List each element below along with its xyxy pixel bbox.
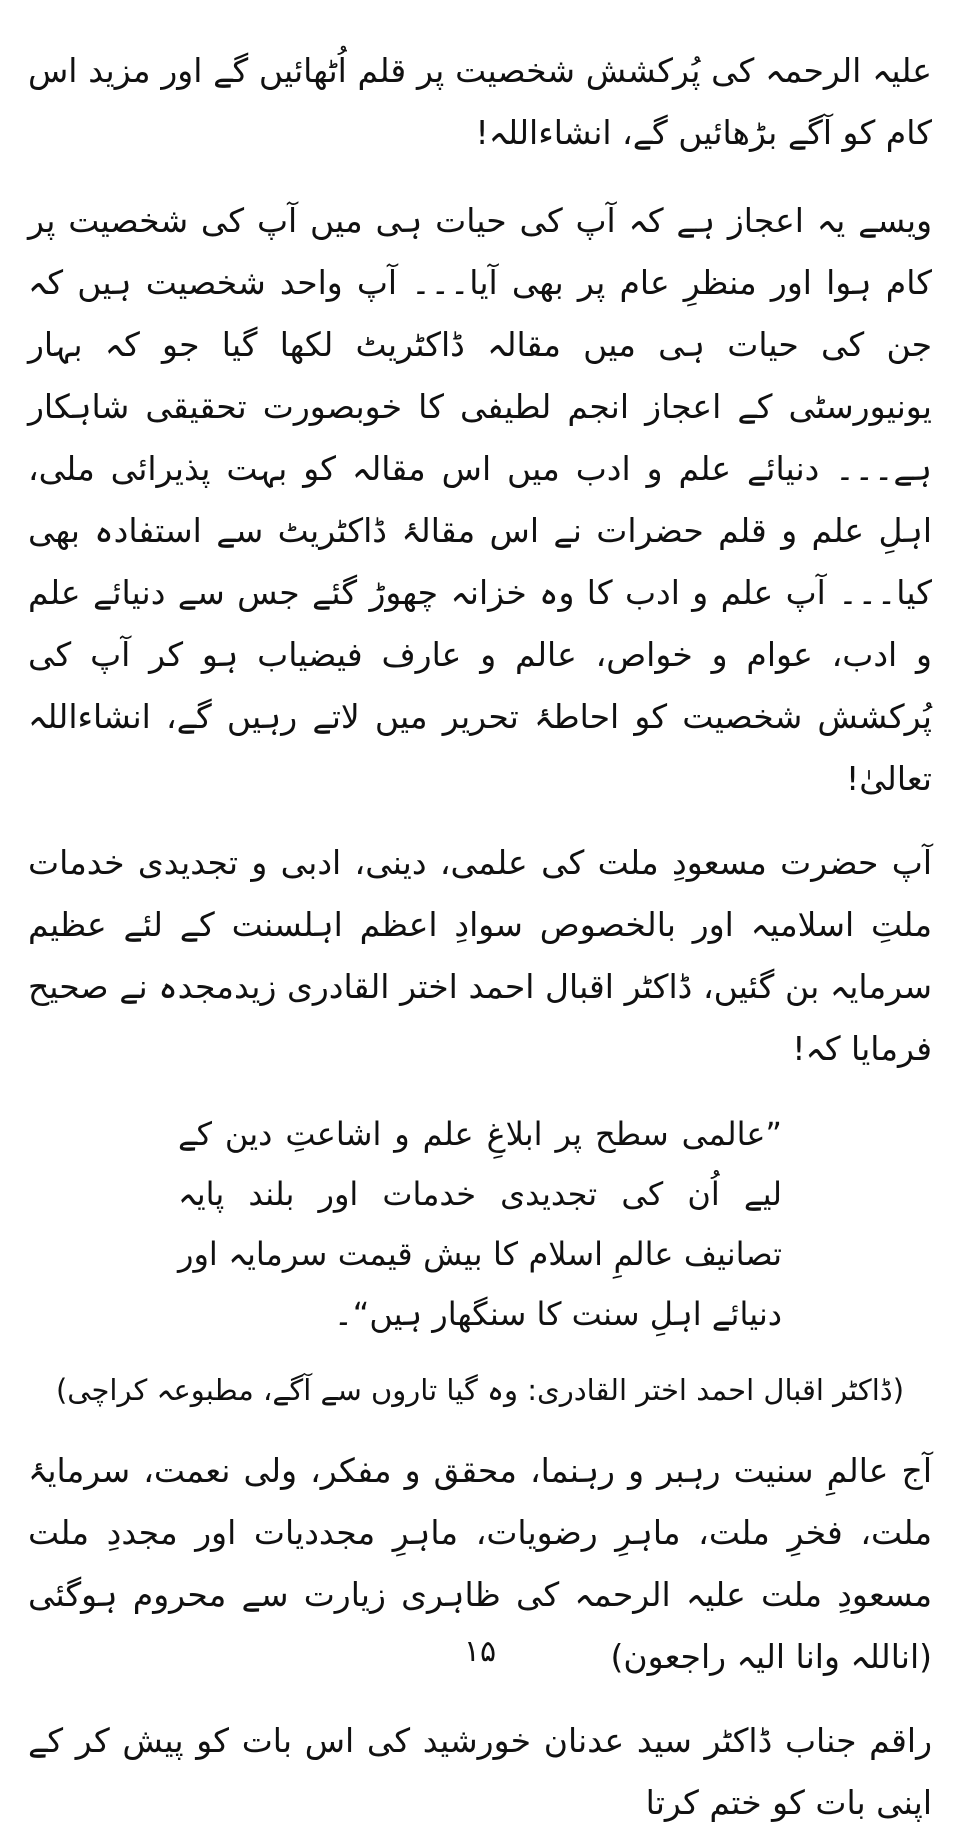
block-quote: ”عالمی سطح پر ابلاغِ علم و اشاعتِ دین کے لیے اُن کی تجدیدی خدمات اور بلند پایہ تصانیف عالمِ اسلام کا بیش قیمت سرمایہ اور دنیائے اہلِ سنت کا سنگھار ہیں“۔ [178,1115,782,1333]
page-number: ۱۵ [463,1634,497,1669]
quote-citation: (ڈاکٹر اقبال احمد اختر القادری: وہ گیا تاروں سے آگے، مطبوعہ کراچی) [55,1373,905,1407]
paragraph-5: راقم جناب ڈاکٹر سید عدنان خورشید کی اس بات کو پیش کر کے اپنی بات کو ختم کرتا [28,1721,932,1822]
paragraph-4: آج عالمِ سنیت رہبر و رہنما، محقق و مفکر، ولی نعمت، سرمایۂ ملت، فخرِ ملت، ماہرِ رضویات، ماہرِ مجددیات اور مجددِ ملت مسعودِ ملت علیہ الرحمہ کی ظاہری زیارت سے محروم ہوگئی (اناللہ وانا الیہ راجعون) [28,1451,932,1676]
paragraph-3: آپ حضرت مسعودِ ملت کی علمی، دینی، ادبی و تجدیدی خدمات ملتِ اسلامیہ اور بالخصوص سوادِ اعظم اہلسنت کے لئے عظیم سرمایہ بن گئیں، ڈاکٹر اقبال احمد اختر القادری زیدمجدہ نے صحیح فرمایا کہ! [28,843,932,1068]
paragraph-1: علیہ الرحمہ کی پُرکشش شخصیت پر قلم اُٹھائیں گے اور مزید اس کام کو آگے بڑھائیں گے، انشاءاللہ! [28,51,932,152]
paragraph-2: ویسے یہ اعجاز ہے کہ آپ کی حیات ہی میں آپ کی شخصیت پر کام ہوا اور منظرِ عام پر بھی آیا۔۔۔ آپ واحد شخصیت ہیں کہ جن کی حیات ہی میں مقالہ ڈاکٹریٹ لکھا گیا جو کہ بہار یونیورسٹی کے اعجاز انجم لطیفی کا خوبصورت تحقیقی شاہکار ہے۔۔۔ دنیائے علم و ادب میں اس مقالہ کو بہت پذیرائی ملی، اہلِ علم و قلم حضرات نے اس مقالۂ ڈاکٹریٹ سے استفادہ بھی کیا۔۔۔ آپ علم و ادب کا وہ خزانہ چھوڑ گئے جس سے دنیائے علم و ادب، عوام و خواص، عالم و عارف فیضیاب ہو کر آپ کی پُرکشش شخصیت کو احاطۂ تحریر میں لاتے رہیں گے، انشاءاللہ تعالیٰ! [28,201,932,798]
